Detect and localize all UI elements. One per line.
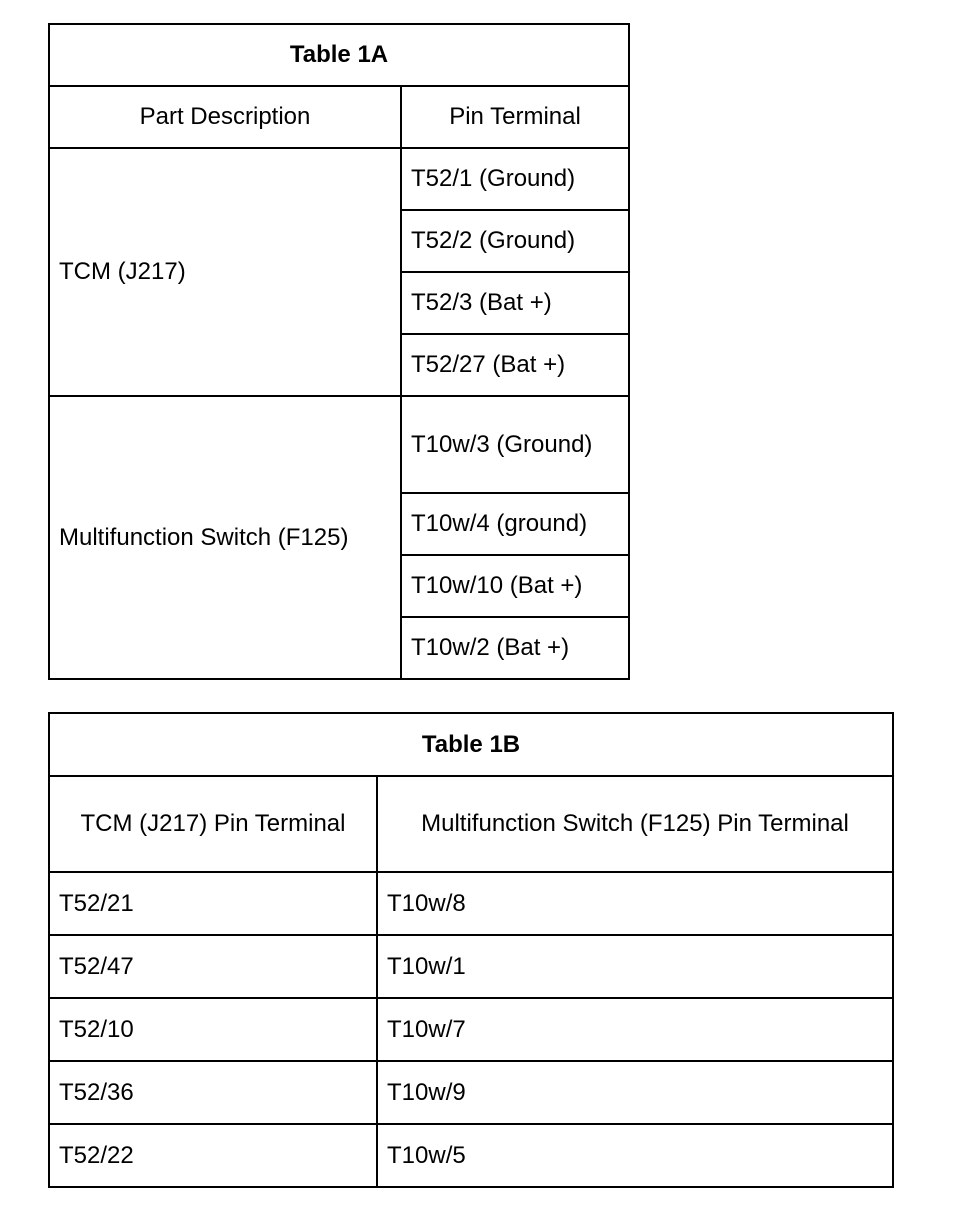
tcm-pin-cell: T52/47 (49, 935, 377, 998)
pin-terminal-cell: T10w/4 (ground) (401, 493, 629, 555)
pin-terminal-cell: T52/27 (Bat +) (401, 334, 629, 396)
table-row (49, 396, 629, 493)
pin-terminal-cell: T52/2 (Ground) (401, 210, 629, 272)
tcm-pin-cell: T52/22 (49, 1124, 377, 1187)
switch-pin-cell: T10w/9 (377, 1061, 893, 1124)
column-header: Part Description (49, 86, 401, 148)
column-header: Pin Terminal (401, 86, 629, 148)
table-title-row (49, 713, 893, 776)
table-title: Table 1A (49, 24, 629, 86)
column-header: TCM (J217) Pin Terminal (49, 776, 377, 872)
tcm-pin-cell: T52/36 (49, 1061, 377, 1124)
table-header-row (49, 86, 629, 148)
table-row (49, 998, 893, 1061)
table-row (49, 148, 629, 210)
part-description-cell: TCM (J217) (49, 148, 401, 396)
table-title: Table 1B (49, 713, 893, 776)
pin-terminal-cell: T52/1 (Ground) (401, 148, 629, 210)
switch-pin-cell: T10w/5 (377, 1124, 893, 1187)
column-header: Multifunction Switch (F125) Pin Terminal (377, 776, 893, 872)
pin-terminal-cell: T10w/3 (Ground) (401, 396, 629, 493)
table-1b (48, 712, 894, 1188)
table-1a (48, 23, 630, 680)
tcm-pin-cell: T52/10 (49, 998, 377, 1061)
pin-terminal-cell: T10w/2 (Bat +) (401, 617, 629, 679)
table-header-row (49, 776, 893, 872)
switch-pin-cell: T10w/1 (377, 935, 893, 998)
switch-pin-cell: T10w/8 (377, 872, 893, 935)
switch-pin-cell: T10w/7 (377, 998, 893, 1061)
tcm-pin-cell: T52/21 (49, 872, 377, 935)
pin-terminal-cell: T52/3 (Bat +) (401, 272, 629, 334)
table-title-row (49, 24, 629, 86)
part-description-cell: Multifunction Switch (F125) (49, 396, 401, 679)
table-row (49, 1124, 893, 1187)
pin-terminal-cell: T10w/10 (Bat +) (401, 555, 629, 617)
table-row (49, 1061, 893, 1124)
table-row (49, 872, 893, 935)
table-row (49, 935, 893, 998)
